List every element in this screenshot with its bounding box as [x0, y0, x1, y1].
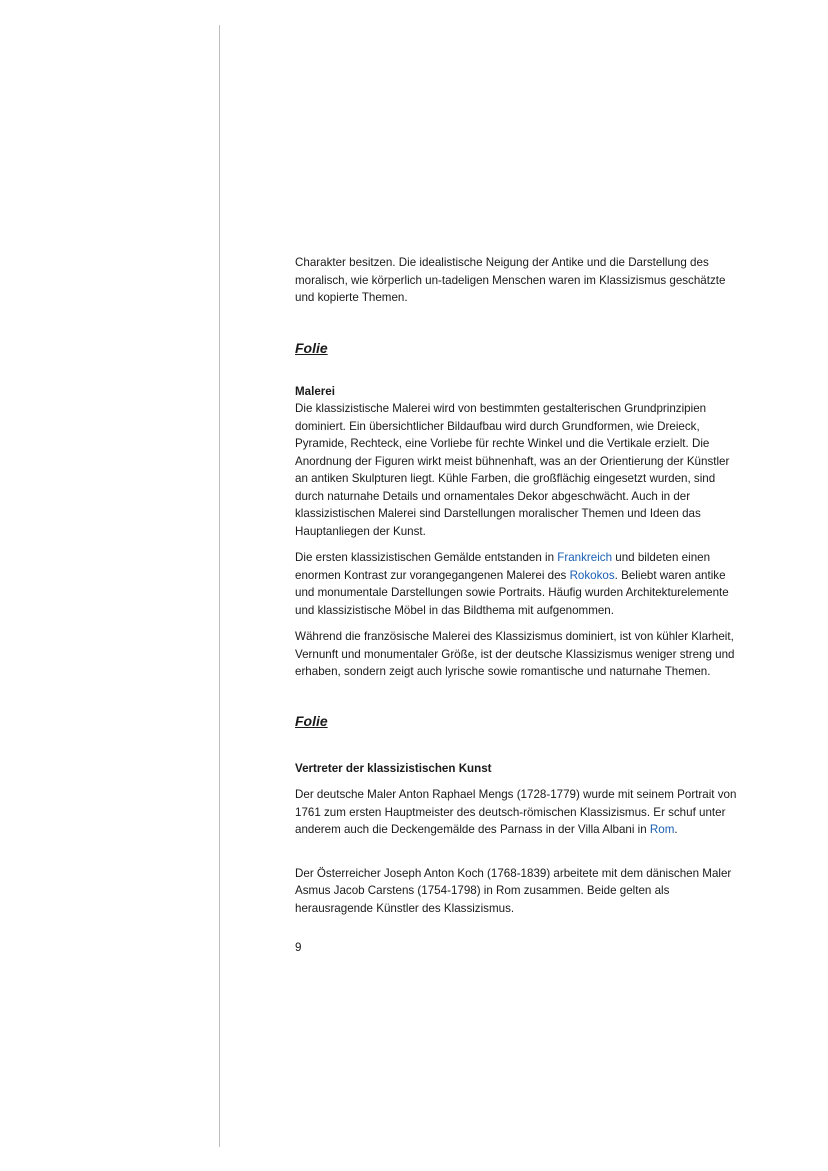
- vertreter-p1-text-a: Der deutsche Maler Anton Raphael Mengs (1728-1779) wurde mit seinem Portrait von 1761 zum ersten Hauptmeister des deutsch-römischen Klassizismus. Er schuf unter anderem auch die Deckengemälde des Parnass in der Villa Albani in: [295, 788, 737, 836]
- malerei-paragraph-3: Während die französische Malerei des Klassizismus dominiert, ist von kühler Klarheit, Vernunft und monumentaler Größe, ist der deutsche Klassizismus weniger streng und erhaben, sondern zeigt auch lyrische sowie romantische und naturnahe Themen.: [295, 630, 735, 678]
- vertreter-paragraph-2: Der Österreicher Joseph Anton Koch (1768-1839) arbeitete mit dem dänischen Maler Asmus Jacob Carstens (1754-1798) in Rom zusammen. Beide gelten als herausragende Künstler des Klassizismus.: [295, 866, 732, 915]
- frankreich-link[interactable]: Frankreich: [557, 551, 613, 564]
- malerei-p2-text-c: . Beliebt waren antike und monumentale Darstellungen sowie Portraits. Häufig wurden Architekturelemente und klassizistische Möbel in das Bildthema mit aufgenommen.: [295, 568, 729, 617]
- malerei-p2-text-a: Die ersten klassizistischen Gemälde entstanden in: [295, 551, 558, 564]
- folie-heading-1: Folie: [295, 339, 328, 356]
- rom-link[interactable]: Rom: [649, 823, 675, 836]
- malerei-paragraph-2: [295, 549, 740, 619]
- vertreter-heading: Vertreter der klassizistischen Kunst: [295, 761, 492, 775]
- intro-paragraph: Charakter besitzen. Die idealistische Neigung der Antike und die Darstellung des moralisch, wie körperlich un-tadeligen Menschen waren im Klassizismus geschätzte und kopierte Themen.: [295, 256, 726, 304]
- malerei-heading: Malerei: [295, 384, 335, 398]
- page-margin-rule: [219, 25, 220, 1147]
- vertreter-paragraph-1: [295, 786, 740, 839]
- folie-heading-2: Folie: [295, 712, 328, 729]
- page-content: [295, 254, 740, 957]
- malerei-p2-text-b: und bildeten einen enormen Kontrast zur vorangegangenen Malerei des: [295, 551, 711, 582]
- vertreter-p1-text-b: .: [674, 823, 678, 836]
- rokokos-link[interactable]: Rokokos: [569, 568, 615, 582]
- malerei-paragraph-1: Die klassizistische Malerei wird von bestimmten gestalterischen Grundprinzipien dominiert. Ein übersichtlicher Bildaufbau wird durch Grundformen, wie Dreieck, Pyramide, Rechteck, eine Vorliebe für rechte Winkel und die Vertikale erzielt. Die Anordnung der Figuren wirkt meist bühnenhaft, was an der Orientierung der Künstler an antiken Skulpturen liegt. Kühle Farben, die großflächig eingesetzt wurden, sind durch naturnahe Details und ornamentales Dekor abgeschwächt. Auch in der klassizistischen Malerei sind Darstellungen moralischer Themen und Ideen das Hauptanliegen der Kunst.: [295, 402, 730, 538]
- page-number: 9: [295, 941, 302, 954]
